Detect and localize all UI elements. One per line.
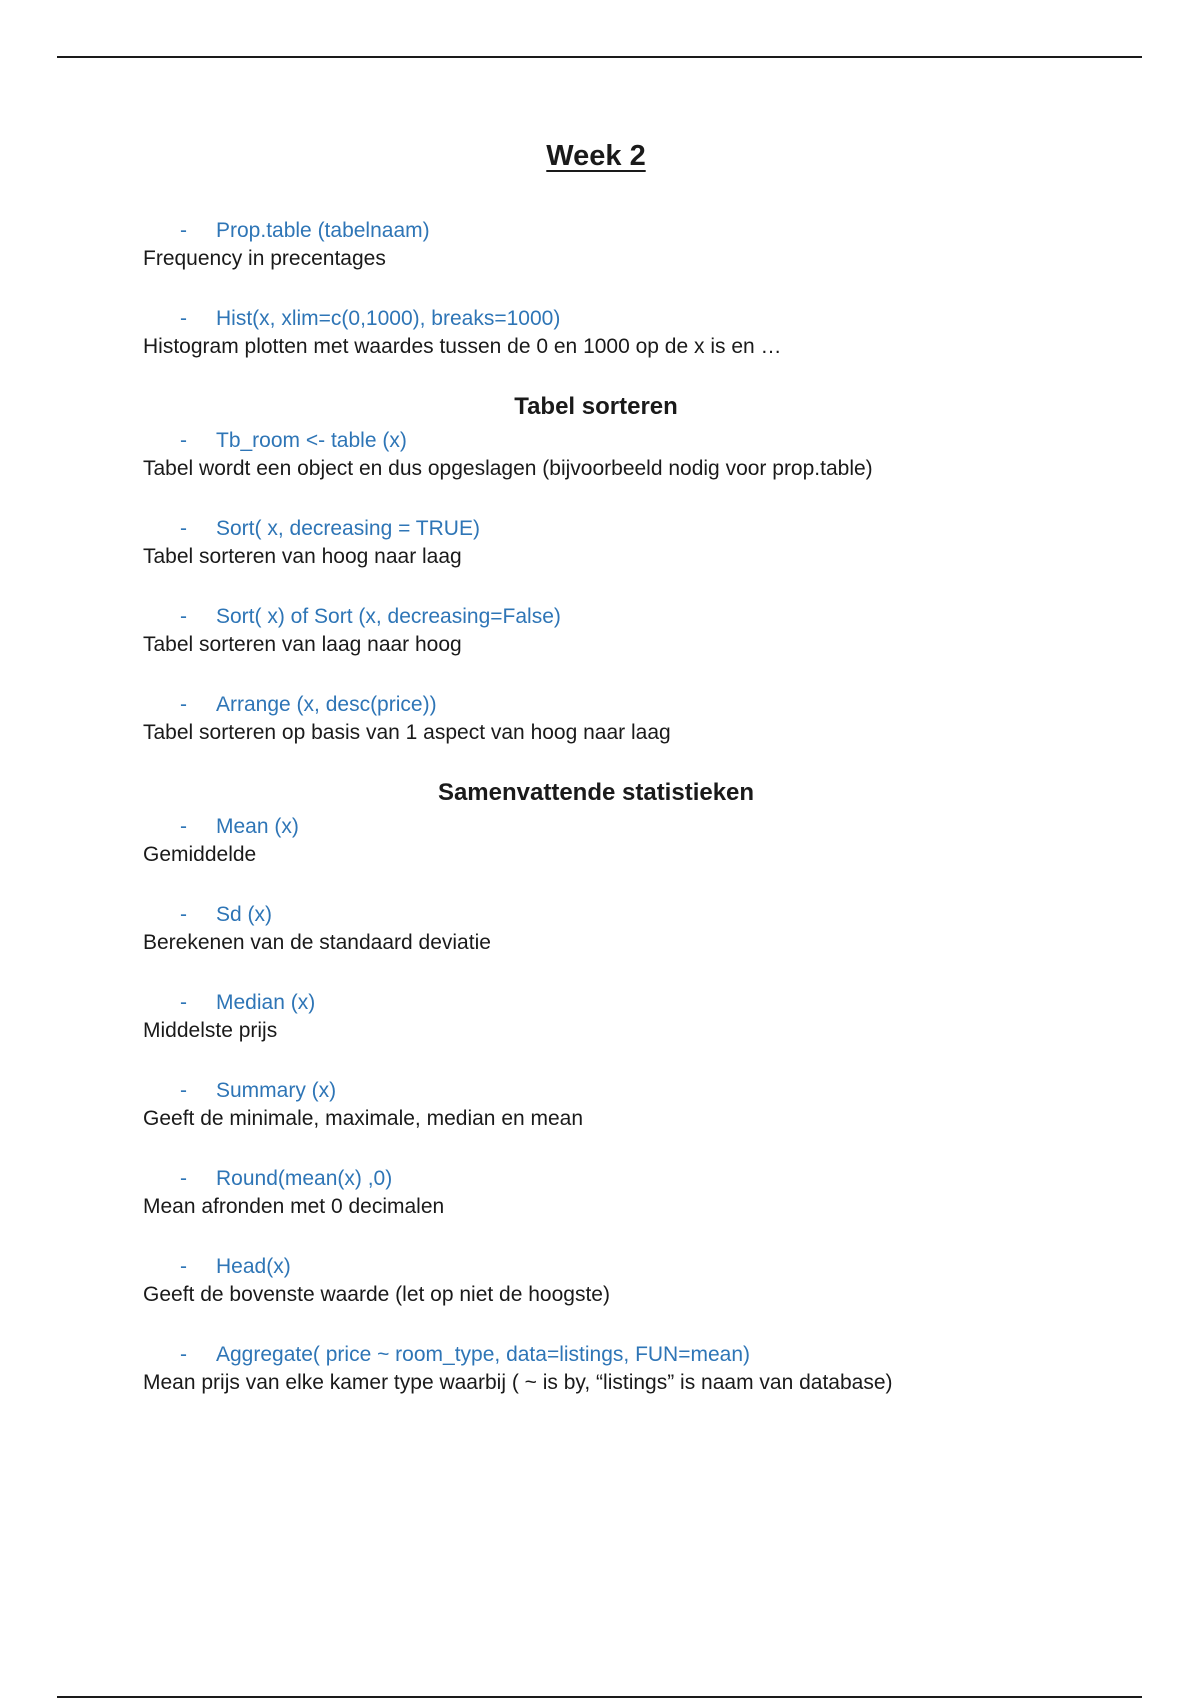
command-text: Sort( x, decreasing = TRUE)	[216, 517, 480, 540]
command-description: Histogram plotten met waardes tussen de 0 en 1000 op de x is en …	[143, 335, 782, 358]
command-line	[143, 813, 1143, 841]
page-title: Week 2	[546, 140, 646, 172]
bullet-dash-icon: -	[180, 1343, 187, 1366]
bullet-dash-icon: -	[180, 307, 187, 330]
command-text: Sort( x) of Sort (x, decreasing=False)	[216, 605, 561, 628]
document-body	[143, 140, 1143, 1429]
command-line	[143, 603, 1143, 631]
command-description: Geeft de minimale, maximale, median en mean	[143, 1107, 584, 1130]
command-line	[143, 217, 1143, 245]
list-item	[143, 691, 1143, 747]
command-line	[143, 1253, 1143, 1281]
command-text: Tb_room <- table (x)	[216, 429, 407, 452]
list-item	[143, 1341, 1143, 1397]
bullet-dash-icon: -	[180, 1079, 187, 1102]
command-description: Mean afronden met 0 decimalen	[143, 1195, 445, 1218]
list-item	[143, 1253, 1143, 1309]
command-description: Tabel sorteren van laag naar hoog	[143, 633, 462, 656]
list-item	[143, 603, 1143, 659]
command-description: Frequency in precentages	[143, 247, 386, 270]
bullet-dash-icon: -	[180, 605, 187, 628]
bottom-rule	[57, 1696, 1142, 1698]
bullet-dash-icon: -	[180, 429, 187, 452]
command-line	[143, 691, 1143, 719]
command-line	[143, 427, 1143, 455]
command-line	[143, 989, 1143, 1017]
bullet-dash-icon: -	[180, 903, 187, 926]
bullet-dash-icon: -	[180, 219, 187, 242]
command-text: Arrange (x, desc(price))	[216, 693, 437, 716]
command-text: Prop.table (tabelnaam)	[216, 219, 430, 242]
command-description: Tabel sorteren van hoog naar laag	[143, 545, 462, 568]
command-description: Mean prijs van elke kamer type waarbij ( ~ is by, “listings” is naam van database)	[143, 1371, 893, 1394]
command-text: Hist(x, xlim=c(0,1000), breaks=1000)	[216, 307, 561, 330]
command-text: Aggregate( price ~ room_type, data=listings, FUN=mean)	[216, 1343, 751, 1366]
command-text: Round(mean(x) ,0)	[216, 1167, 393, 1190]
command-description: Tabel wordt een object en dus opgeslagen (bijvoorbeeld nodig voor prop.table)	[143, 457, 873, 480]
list-item	[143, 1165, 1143, 1221]
list-item	[143, 305, 1143, 361]
command-description: Middelste prijs	[143, 1019, 278, 1042]
command-text: Sd (x)	[216, 903, 273, 926]
section-samenvattende-statistieken	[143, 779, 1143, 1397]
list-item	[143, 901, 1143, 957]
list-item	[143, 813, 1143, 869]
command-line	[143, 901, 1143, 929]
list-item	[143, 217, 1143, 273]
command-line	[143, 1165, 1143, 1193]
list-item	[143, 989, 1143, 1045]
list-item	[143, 515, 1143, 571]
list-item	[143, 1077, 1143, 1133]
bullet-dash-icon: -	[180, 517, 187, 540]
command-description: Gemiddelde	[143, 843, 257, 866]
command-text: Summary (x)	[216, 1079, 337, 1102]
section-tabel-sorteren	[143, 393, 1143, 747]
bullet-dash-icon: -	[180, 1255, 187, 1278]
command-line	[143, 305, 1143, 333]
command-description: Geeft de bovenste waarde (let op niet de hoogste)	[143, 1283, 610, 1306]
section-heading: Tabel sorteren	[514, 393, 678, 420]
command-text: Mean (x)	[216, 815, 299, 838]
bullet-dash-icon: -	[180, 815, 187, 838]
command-text: Median (x)	[216, 991, 316, 1014]
list-item	[143, 427, 1143, 483]
command-text: Head(x)	[216, 1255, 291, 1278]
bullet-dash-icon: -	[180, 693, 187, 716]
command-line	[143, 515, 1143, 543]
top-rule	[57, 56, 1142, 58]
section-heading: Samenvattende statistieken	[437, 779, 755, 806]
command-line	[143, 1341, 1143, 1369]
command-description: Berekenen van de standaard deviatie	[143, 931, 491, 954]
bullet-dash-icon: -	[180, 1167, 187, 1190]
command-description: Tabel sorteren op basis van 1 aspect van hoog naar laag	[143, 721, 671, 744]
section-general	[143, 217, 1143, 361]
bullet-dash-icon: -	[180, 991, 187, 1014]
command-line	[143, 1077, 1143, 1105]
